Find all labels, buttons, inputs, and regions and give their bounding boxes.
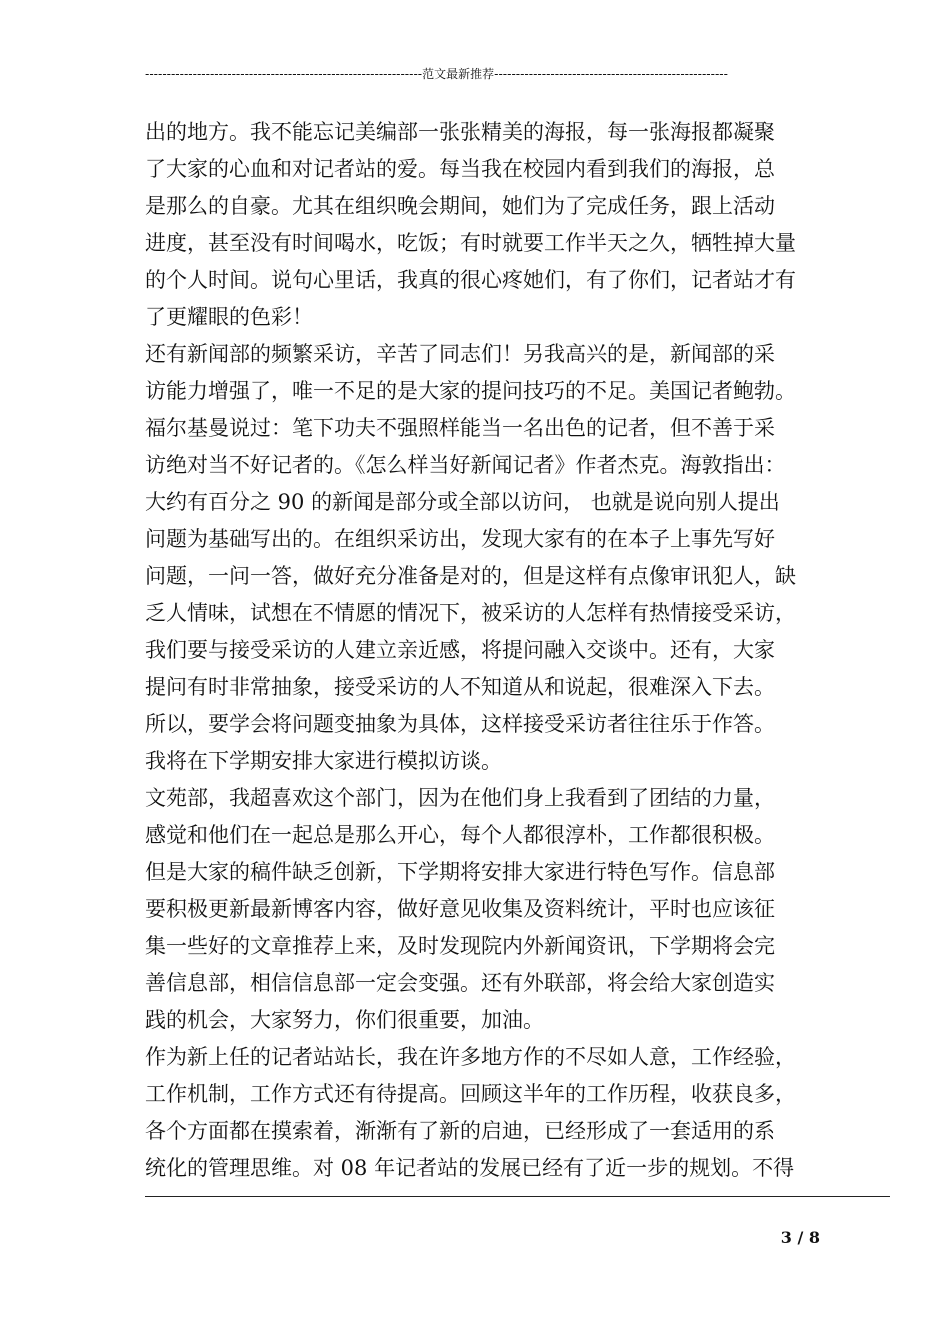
text-line: 善信息部，相信信息部一定会变强。还有外联部，将会给大家创造实 xyxy=(145,971,775,995)
text-line: 但是大家的稿件缺乏创新，下学期将安排大家进行特色写作。信息部 xyxy=(145,860,775,884)
text-line: 各个方面都在摸索着，渐渐有了新的启迪，已经形成了一套适用的系 xyxy=(145,1119,775,1143)
text-line: 还有新闻部的频繁采访，辛苦了同志们！另我高兴的是，新闻部的采 xyxy=(145,342,775,366)
text-line: 了更耀眼的色彩！ xyxy=(145,305,313,329)
text-line: 访能力增强了，唯一不足的是大家的提问技巧的不足。美国记者鲍勃。 xyxy=(145,379,796,403)
text-line: 我将在下学期安排大家进行模拟访谈。 xyxy=(145,749,502,773)
text-line: 工作机制，工作方式还有待提高。回顾这半年的工作历程，收获良多， xyxy=(145,1082,796,1106)
text-line: 统化的管理思维。对 08 年记者站的发展已经有了近一步的规划。不得 xyxy=(145,1156,795,1180)
page-header: ----------------------------------------------------------------范文最新推荐------------------------------------------------------ xyxy=(145,67,728,81)
text-line: 问题，一问一答，做好充分准备是对的，但是这样有点像审讯犯人，缺 xyxy=(145,564,796,588)
text-line: 我们要与接受采访的人建立亲近感，将提问融入交谈中。还有，大家 xyxy=(145,638,775,662)
text-line: 了大家的心血和对记者站的爱。每当我在校园内看到我们的海报，总 xyxy=(145,157,775,181)
text-line: 乏人情味，试想在不情愿的情况下，被采访的人怎样有热情接受采访， xyxy=(145,601,796,625)
text-line: 访绝对当不好记者的。《怎么样当好新闻记者》作者杰克。海敦指出： xyxy=(145,453,786,477)
text-line: 集一些好的文章推荐上来，及时发现院内外新闻资讯，下学期将会完 xyxy=(145,934,775,958)
page-number: 3 / 8 xyxy=(780,1228,820,1247)
text-line: 作为新上任的记者站站长，我在许多地方作的不尽如人意，工作经验， xyxy=(145,1045,796,1069)
text-line: 出的地方。我不能忘记美编部一张张精美的海报，每一张海报都凝聚 xyxy=(145,120,775,144)
text-line: 文苑部，我超喜欢这个部门，因为在他们身上我看到了团结的力量， xyxy=(145,786,775,810)
text-line: 所以，要学会将问题变抽象为具体，这样接受采访者往往乐于作答。 xyxy=(145,712,775,736)
text-line: 要积极更新最新博客内容，做好意见收集及资料统计，平时也应该征 xyxy=(145,897,775,921)
text-line: 进度，甚至没有时间喝水，吃饭；有时就要工作半天之久，牺牲掉大量 xyxy=(145,231,796,255)
footer-divider xyxy=(145,1196,890,1197)
text-line: 问题为基础写出的。在组织采访出，发现大家有的在本子上事先写好 xyxy=(145,527,775,551)
text-line: 的个人时间。说句心里话，我真的很心疼她们，有了你们，记者站才有 xyxy=(145,268,796,292)
text-line: 大约有百分之 90 的新闻是部分或全部以访问， 也就是说向别人提出 xyxy=(145,490,780,514)
document-body xyxy=(145,114,813,1187)
text-line: 践的机会，大家努力，你们很重要，加油。 xyxy=(145,1008,544,1032)
text-line: 福尔基曼说过：笔下功夫不强照样能当一名出色的记者，但不善于采 xyxy=(145,416,775,440)
text-line: 是那么的自豪。尤其在组织晚会期间，她们为了完成任务，跟上活动 xyxy=(145,194,775,218)
text-line: 提问有时非常抽象，接受采访的人不知道从和说起，很难深入下去。 xyxy=(145,675,775,699)
text-line: 感觉和他们在一起总是那么开心，每个人都很淳朴，工作都很积极。 xyxy=(145,823,775,847)
